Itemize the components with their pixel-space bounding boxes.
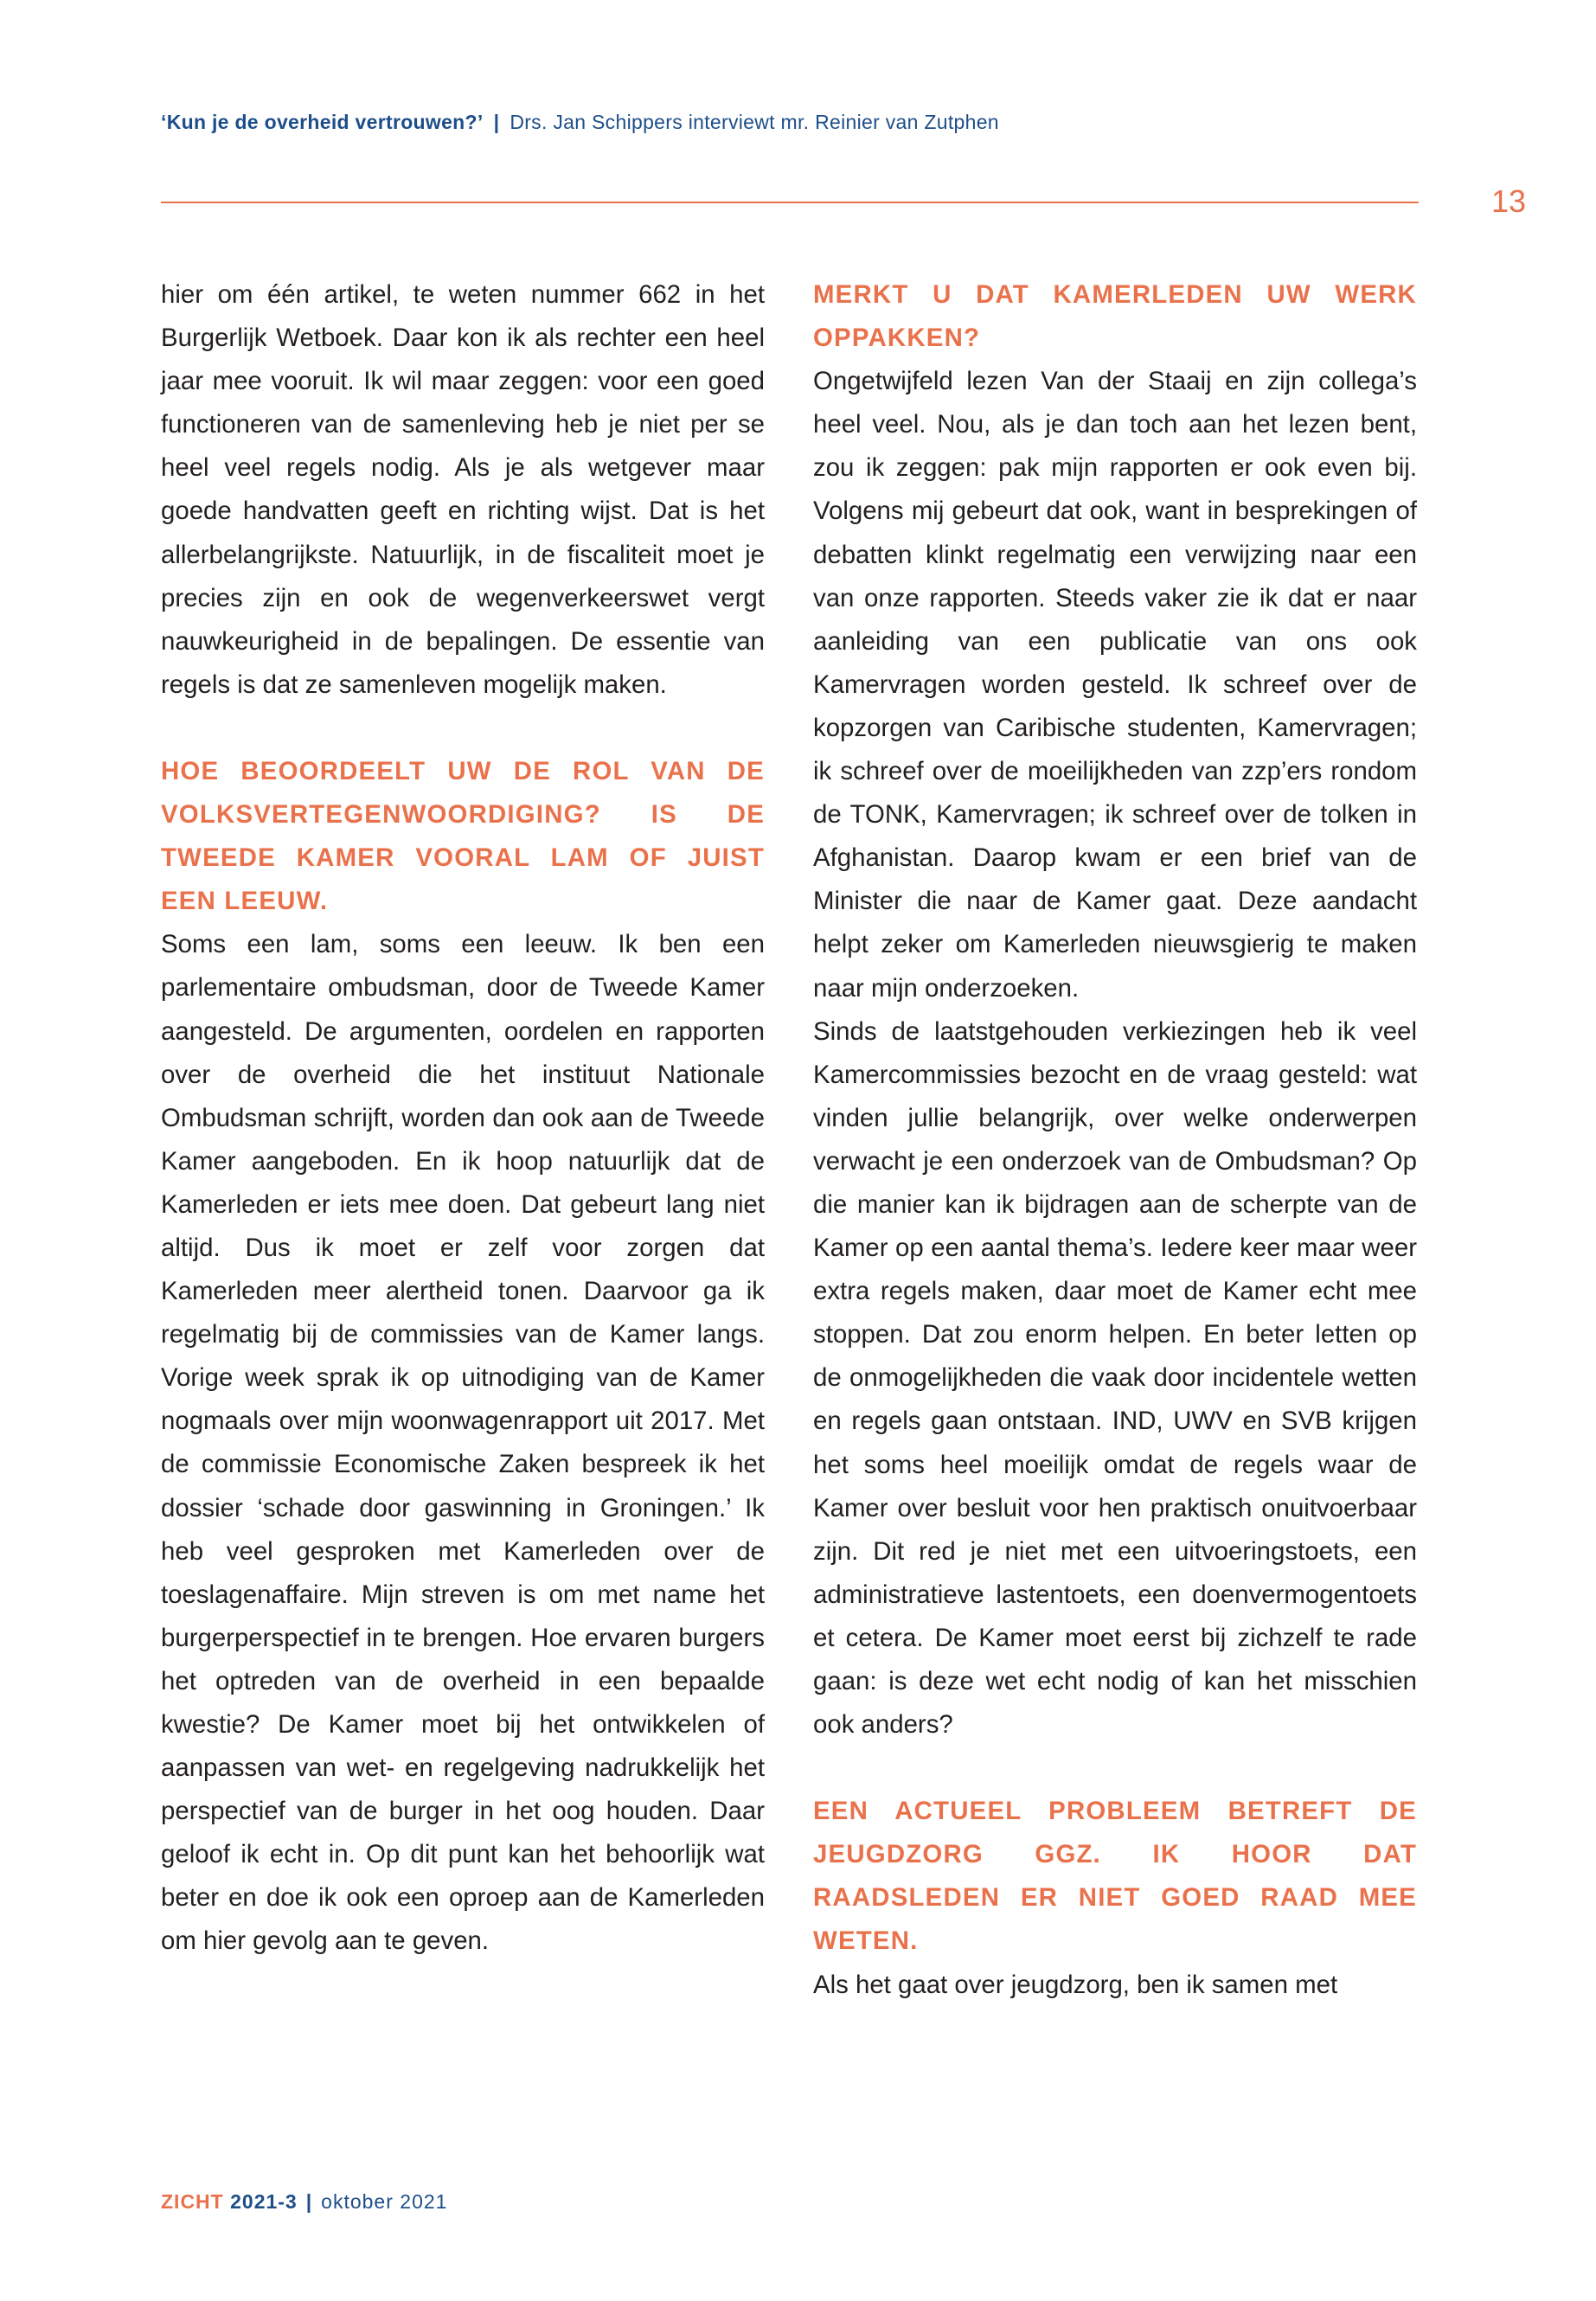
header-rule (161, 202, 1419, 203)
header-separator: | (493, 111, 500, 133)
paragraph: hier om één artikel, te weten nummer 662 in het Burgerlijk Wetboek. Daar kon ik als rechter een heel jaar mee vooruit. Ik wil maar zeggen: voor een goed functioneren van de samenleving heb je niet per se heel veel regels nodig. Als je als wetgever maar goede handvatten geeft en richting wijst. Dat is het allerbelangrijkste. Natuurlijk, in de fiscaliteit moet je precies zijn en ook de wegenverkeerswet vergt nauwkeurigheid in de bepalingen. De essentie van regels is dat ze samenleven mogelijk maken. (161, 280, 765, 699)
right-column (813, 273, 1417, 2007)
footer-brand: ZICHT (161, 2190, 224, 2213)
footer-date: oktober 2021 (321, 2190, 448, 2213)
page-number: 13 (1491, 183, 1527, 219)
interview-question: MERKT U DAT KAMERLEDEN UW WERK OPPAKKEN? (813, 280, 1417, 353)
interview-question: HOE BEOORDEELT UW DE ROL VAN DE VOLKSVERTEGENWOORDIGING? IS DE TWEEDE KAMER VOORAL LAM OF JUIST EEN LEEUW. (161, 756, 765, 916)
header-title: ‘Kun je de overheid vertrouwen?’ (161, 111, 484, 133)
paragraph: Als het gaat over jeugdzorg, ben ik samen met (813, 1970, 1338, 1999)
header-subtitle: Drs. Jan Schippers interviewt mr. Reinier van Zutphen (510, 111, 999, 133)
footer-issue: 2021-3 (230, 2190, 298, 2213)
page-footer (161, 2190, 447, 2214)
paragraph: Ongetwijfeld lezen Van der Staaij en zijn collega’s heel veel. Nou, als je dan toch aan het lezen bent, zou ik zeggen: pak mijn rapporten er ook even bij. Volgens mij gebeurt dat ook, want in besprekingen of debatten klinkt regelmatig een verwijzing naar een van onze rapporten. Steeds vaker zie ik dat er naar aanleiding van een publicatie van ons ook Kamervragen worden gesteld. Ik schreef over de kopzorgen van Caribische studenten, Kamervragen; ik schreef over de moeilijkheden van zzp’ers rondom de TONK, Kamervragen; ik schreef over de tolken in Afghanistan. Daarop kwam er een brief van de Minister die naar de Kamer gaat. Deze aandacht helpt zeker om Kamerleden nieuwsgierig te maken naar mijn onderzoeken. (813, 367, 1417, 1003)
paragraph: Sinds de laatstgehouden verkiezingen heb ik veel Kamercommissies bezocht en de vraag gesteld: wat vinden jullie belangrijk, over welke onderwerpen verwacht je een onderzoek van de Ombudsman? Op die manier kan ik bijdragen aan de scherpte van de Kamer op een aantal thema’s. Iedere keer maar weer extra regels maken, daar moet de Kamer echt mee stoppen. Dat zou enorm helpen. En beter letten op de onmogelijkheden die vaak door incidentele wetten en regels gaan ontstaan. IND, UWV en SVB krijgen het soms heel moeilijk omdat de regels waar de Kamer over besluit voor hen praktisch onuitvoerbaar zijn. Dit red je niet met een uitvoeringstoets, een administratieve lastentoets, een doenvermogentoets et cetera. De Kamer moet eerst bij zichzelf te rade gaan: is deze wet echt nodig of kan het misschien ook anders? (813, 1016, 1417, 1740)
paragraph: Soms een lam, soms een leeuw. Ik ben een parlementaire ombudsman, door de Tweede Kamer aangesteld. De argumenten, oordelen en rapporten over de overheid die het instituut Nationale Ombudsman schrijft, worden dan ook aan de Tweede Kamer aangeboden. En ik hoop natuurlijk dat de Kamerleden er iets mee doen. Dat gebeurt lang niet altijd. Dus ik moet er zelf voor zorgen dat Kamerleden meer alertheid tonen. Daarvoor ga ik regelmatig bij de commissies van de Kamer langs. Vorige week sprak ik op uitnodiging van de Kamer nogmaals over mijn woonwagenrapport uit 2017. Met de commissie Economische Zaken bespreek ik het dossier ‘schade door gaswinning in Groningen.’ Ik heb veel gesproken met Kamerleden over de toeslagenaffaire. Mijn streven is om met name het burgerperspectief in te brengen. Hoe ervaren burgers het optreden van de overheid in een bepaalde kwestie? De Kamer moet bij het ontwikkelen of aanpassen van wet- en regelgeving nadrukkelijk het perspectief van de burger in het oog houden. Daar geloof ik echt in. Op dit punt kan het behoorlijk wat beter en doe ik ook een oproep aan de Kamerleden om hier gevolg aan te geven. (161, 930, 765, 1956)
spacer (813, 1747, 1417, 1790)
running-header (161, 111, 999, 134)
interview-question: EEN ACTUEEL PROBLEEM BETREFT DE JEUGDZORG GGZ. IK HOOR DAT RAADSLEDEN ER NIET GOED RAAD MEE WETEN. (813, 1797, 1417, 1956)
footer-separator: | (305, 2190, 313, 2213)
spacer (161, 707, 765, 750)
left-column (161, 273, 765, 1964)
